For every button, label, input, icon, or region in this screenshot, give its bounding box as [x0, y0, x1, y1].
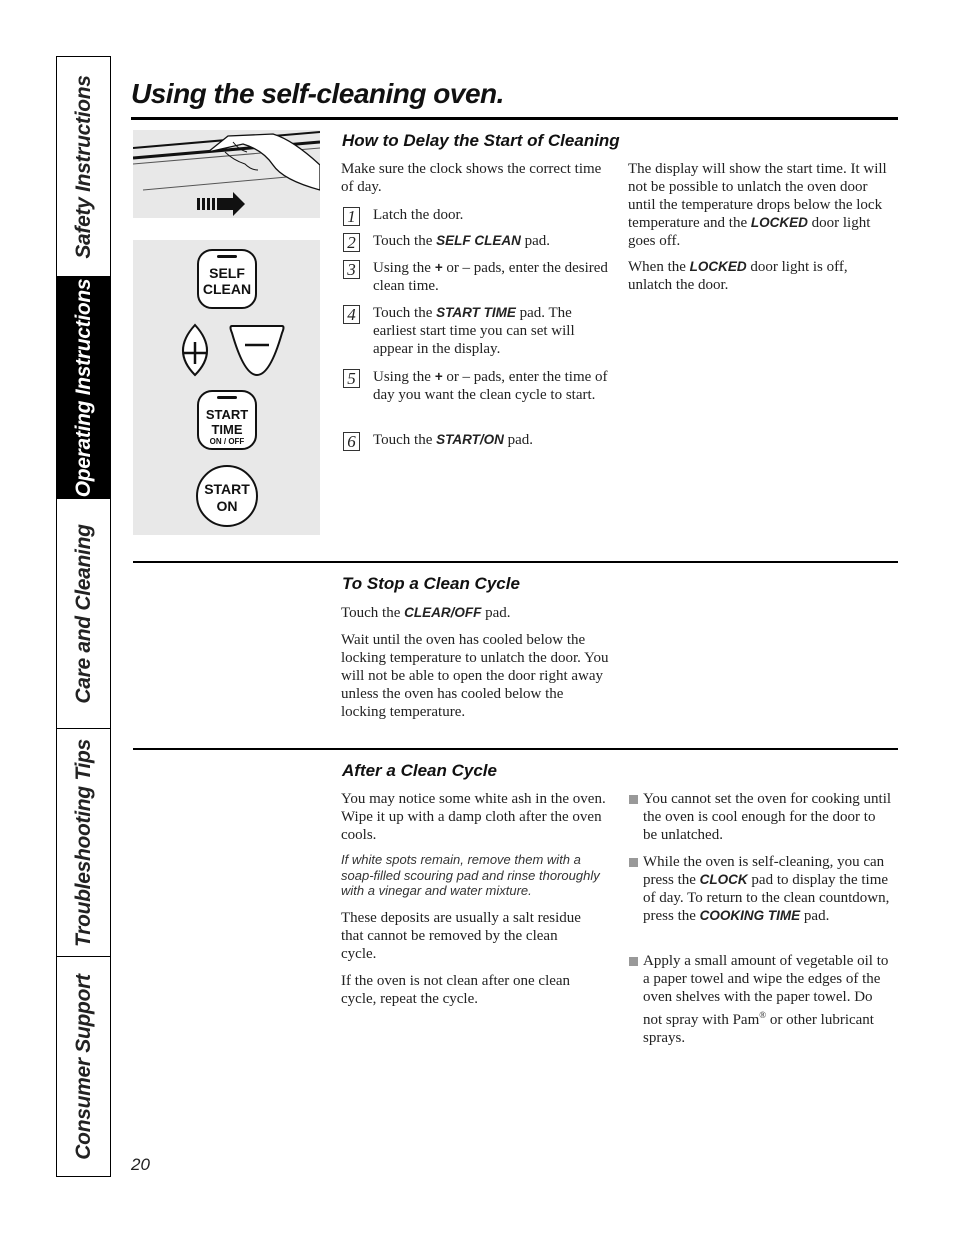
tab-care-and-cleaning[interactable]: Care and Cleaning: [57, 499, 110, 729]
self-clean-pad[interactable]: SELF CLEAN: [197, 249, 257, 309]
after-text-2: These deposits are usually a salt residue that cannot be removed by the clean cycle.: [341, 910, 581, 962]
start-time-pad[interactable]: START TIME ON / OFF: [197, 390, 257, 450]
page-number: 20: [131, 1155, 150, 1174]
stop-text-2: Wait until the oven has cooled below the locking temperature to unlatch the door. You will not be able to open the door right away unless the oven has cooled below the locking temperature.: [341, 632, 609, 720]
title-divider: [131, 117, 898, 120]
section-divider: [133, 748, 898, 750]
bullet-square-icon: [629, 795, 638, 804]
control-pads-illustration: [133, 240, 320, 535]
tab-safety-instructions[interactable]: Safety Instructions: [57, 57, 110, 277]
delay-note-2: When the LOCKED door light is off, unlatch the door.: [628, 259, 848, 293]
delay-intro: Make sure the clock shows the correct time of day.: [341, 161, 602, 195]
stop-text-1: Touch the CLEAR/OFF pad.: [341, 605, 511, 621]
plus-minus-pads[interactable]: [167, 323, 287, 379]
tab-consumer-support[interactable]: Consumer Support: [71, 973, 95, 1160]
start-on-pad[interactable]: START ON: [196, 465, 258, 527]
bullet-square-icon: [629, 858, 638, 867]
section-divider: [133, 561, 898, 563]
stop-heading: To Stop a Clean Cycle: [342, 574, 520, 593]
side-tab-bar: [56, 56, 111, 1177]
after-note: If white spots remain, remove them with a soap-filled scouring pad and rinse thoroughly with a vinegar and water mixture.: [341, 852, 600, 898]
delay-note-1: The display will show the start time. It will not be possible to unlatch the oven door until the temperature drops below the lock temperature and the LOCKED door light goes off.: [628, 161, 887, 249]
delay-heading: How to Delay the Start of Cleaning: [342, 131, 620, 150]
after-heading: After a Clean Cycle: [342, 761, 497, 780]
page-title: Using the self-cleaning oven.: [131, 78, 504, 109]
after-text-3: If the oven is not clean after one clean cycle, repeat the cycle.: [341, 973, 571, 1007]
tab-troubleshooting-tips[interactable]: Troubleshooting Tips: [57, 729, 110, 957]
bullet-square-icon: [629, 957, 638, 966]
tab-operating-instructions[interactable]: Operating Instructions: [57, 277, 110, 499]
door-latch-illustration: [133, 130, 320, 218]
after-text-1: You may notice some white ash in the oven. Wipe it up with a damp cloth after the oven cools.: [341, 791, 606, 843]
